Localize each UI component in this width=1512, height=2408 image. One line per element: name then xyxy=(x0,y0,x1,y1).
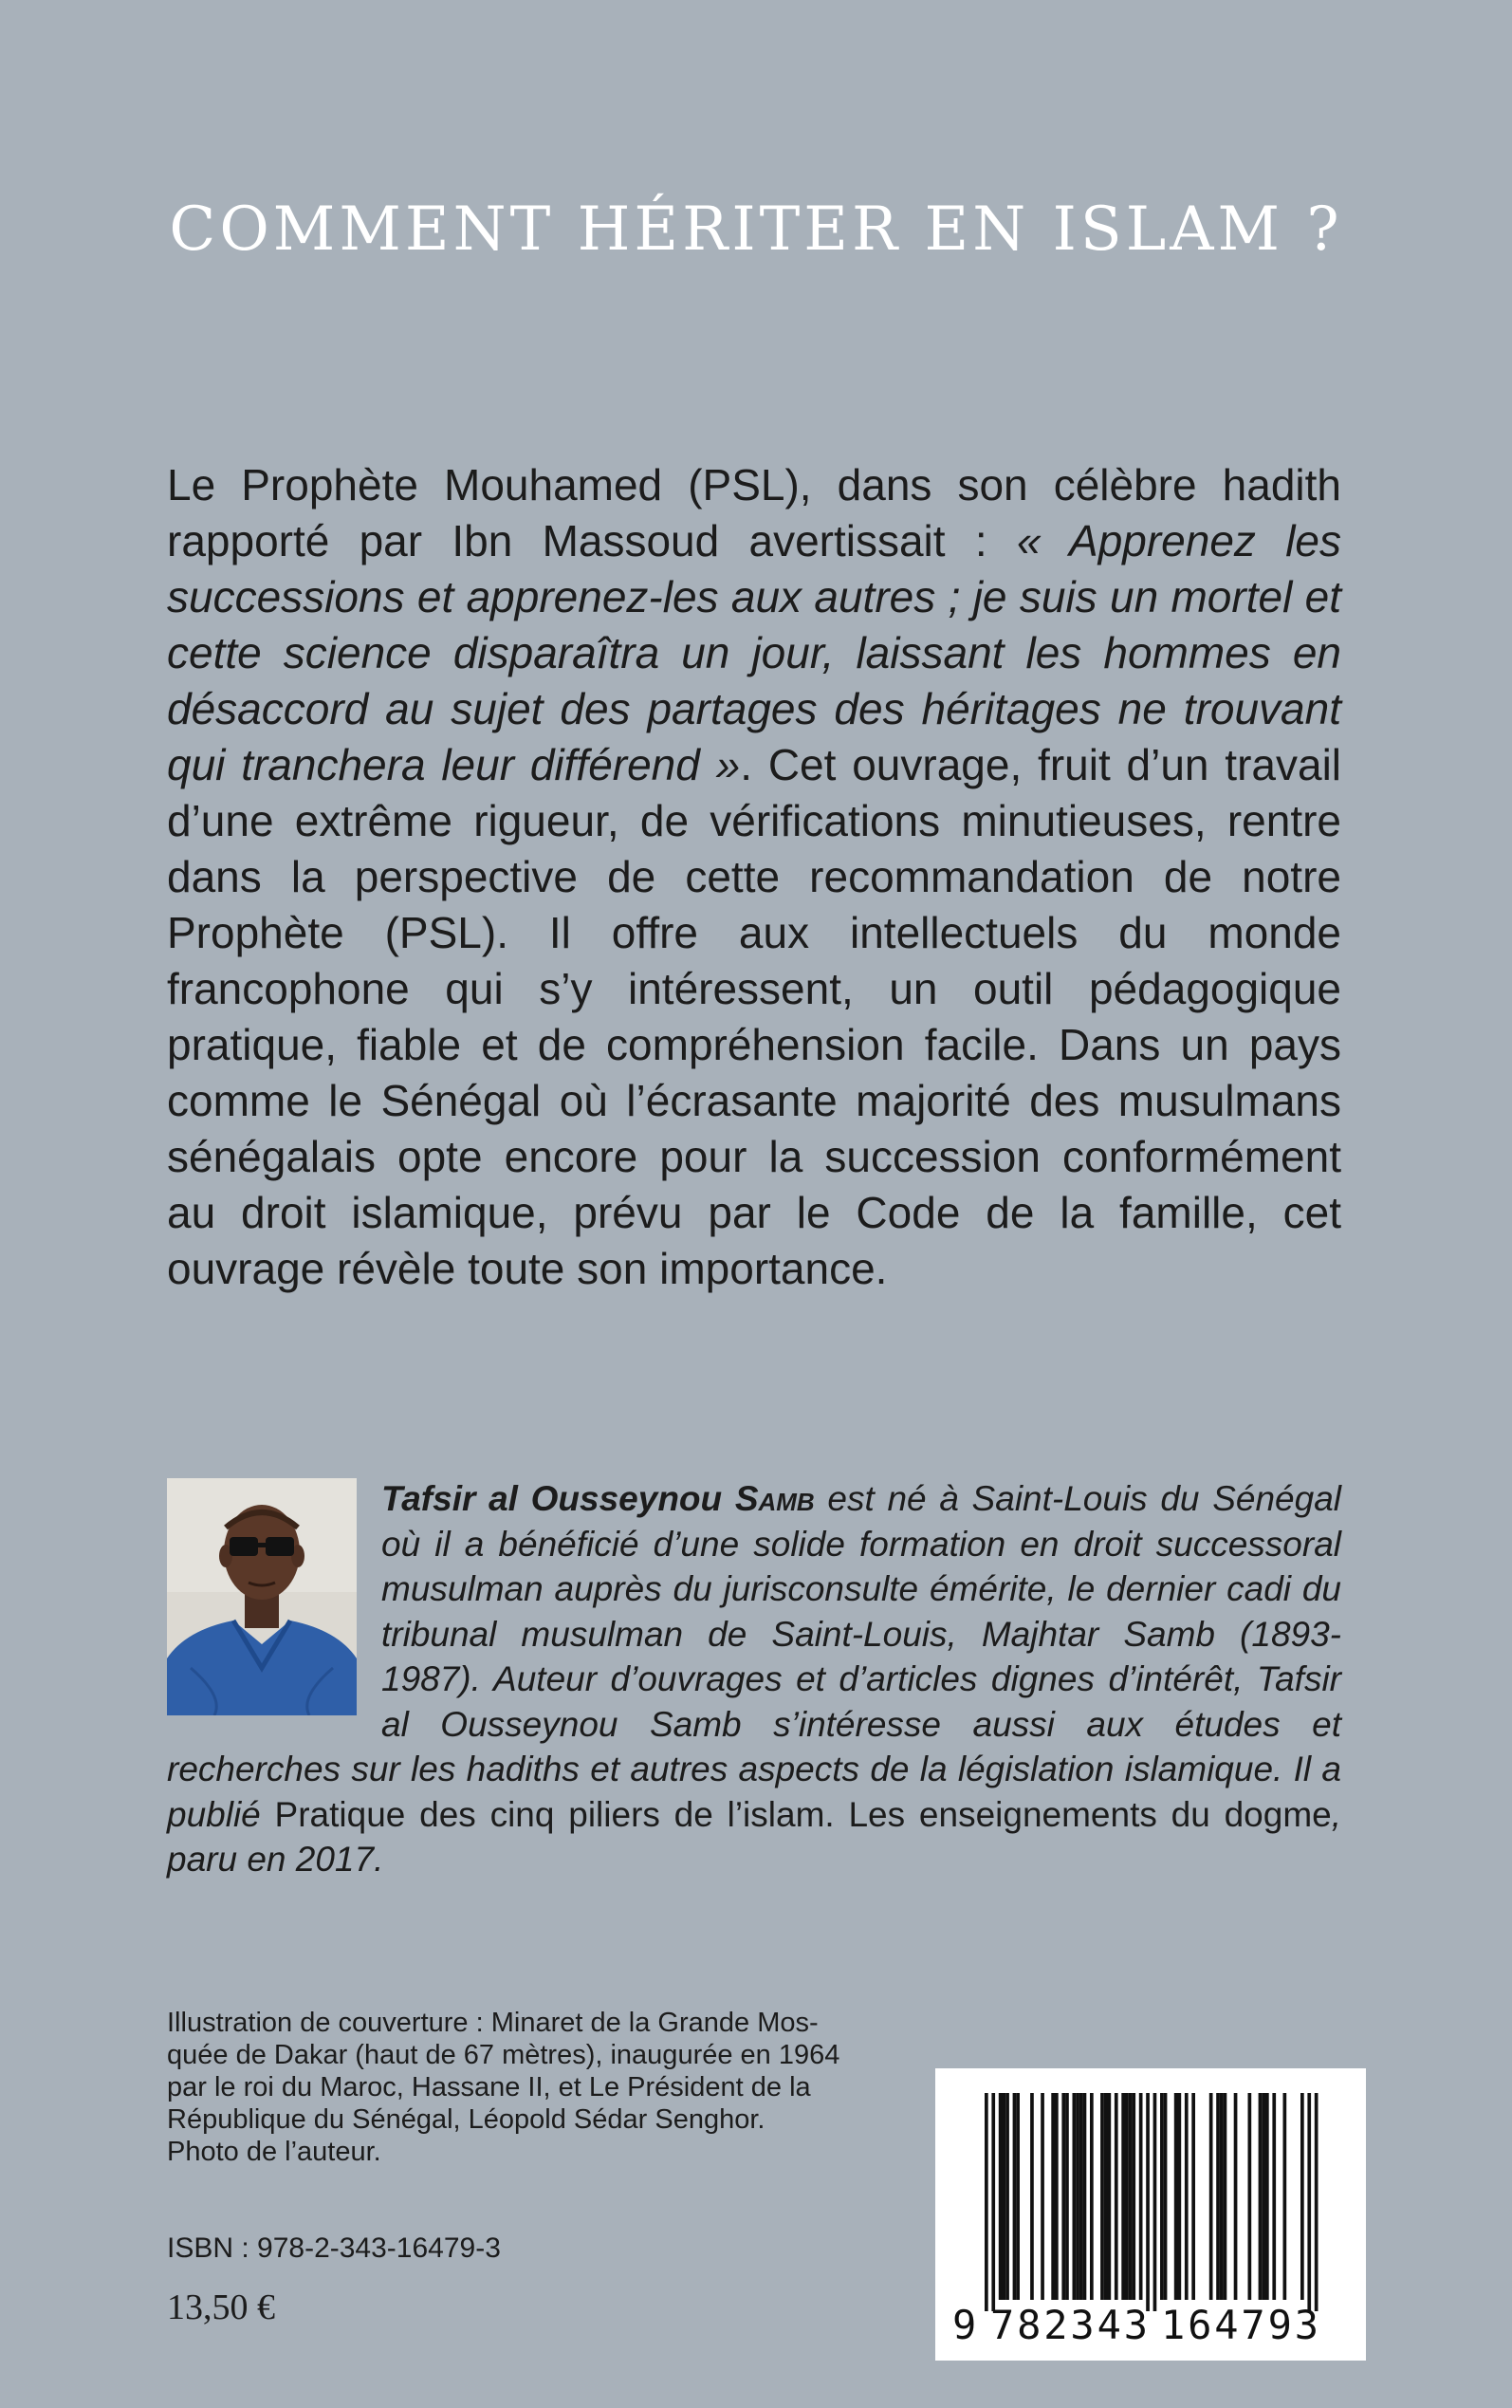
barcode-bar xyxy=(1174,2093,1178,2300)
barcode-bar xyxy=(1178,2093,1182,2300)
barcode-bar xyxy=(1061,2093,1065,2300)
bio-text-2: , paru en 2017. xyxy=(167,1794,1341,1879)
barcode-bar xyxy=(1003,2093,1006,2300)
credits-line: République du Sénégal, Léopold Sédar Senghor. xyxy=(167,2104,765,2135)
cover-credits xyxy=(167,2007,888,2168)
barcode-bar xyxy=(1265,2093,1269,2300)
barcode-bar xyxy=(1139,2093,1143,2300)
barcode-bar xyxy=(1259,2093,1263,2300)
barcode-bar xyxy=(1315,2093,1318,2311)
credits-line: Photo de l’auteur. xyxy=(167,2137,381,2167)
barcode-bar xyxy=(1164,2093,1168,2300)
author-bio xyxy=(167,1476,1341,1882)
barcode-bar xyxy=(1132,2093,1135,2300)
barcode-right-digits: 164793 xyxy=(1161,2302,1318,2348)
barcode-bar xyxy=(1283,2093,1287,2300)
barcode-bar xyxy=(1055,2093,1059,2300)
barcode-bar xyxy=(1129,2093,1133,2300)
credits-line: Illustration de couverture : Minaret de la Grande Mos- xyxy=(167,2008,819,2038)
barcode-bar xyxy=(1005,2093,1009,2300)
barcode-bar xyxy=(1272,2093,1276,2300)
barcode-bar xyxy=(1307,2093,1311,2311)
summary-paragraph xyxy=(167,457,1341,1297)
credits-line: par le roi du Maroc, Hassane II, et Le Président de la xyxy=(167,2072,811,2102)
barcode-bar xyxy=(1209,2093,1213,2300)
book-title: COMMENT HÉRITER EN ISLAM ? xyxy=(169,194,1343,265)
barcode-bar xyxy=(1234,2093,1238,2300)
barcode-bar xyxy=(1300,2093,1304,2300)
barcode-bars xyxy=(985,2093,1318,2311)
barcode-bar xyxy=(1115,2093,1118,2300)
published-book-title: Pratique des cinq piliers de l’islam. Les enseignements du dogme xyxy=(274,1794,1332,1834)
barcode-lead-digit: 9 xyxy=(952,2302,977,2348)
summary-rest: . Cet ouvrage, fruit d’un travail d’une extrême rigueur, de vérifications minutieuses, rentre dans la perspective de cette recommandation de notre Prophète (PSL). Il offre aux intellectuels du monde francophone qui s’y intéressent, un outil pédagogique pratique, fiable et de compréhension facile. Dans un pays comme le Sénégal où l’écrasante majorité des musulmans sénégalais opte encore pour la succession conformément au droit islamique, prévu par le Code de la famille, cet ouvrage révèle toute son importance. xyxy=(167,740,1342,1293)
barcode-bar xyxy=(1090,2093,1094,2300)
price: 13,50 € xyxy=(167,2288,275,2327)
barcode-image xyxy=(935,2068,1366,2361)
barcode-bar xyxy=(1100,2093,1104,2300)
bio-text-1: est né à Saint-Louis du Sénégal où il a bénéficié d’une solide formation en droit successoral musulman auprès du jurisconsulte émérite, le dernier cadi du tribunal musulman de Saint-Louis, Majhtar Samb (1893-1987). Auteur d’ouvrages et d’articles dignes d’intérêt, Tafsir al Ousseynou Samb s’intéresse aussi aux études et recherches sur les hadiths et autres aspects de la législation islamique. Il a publié xyxy=(167,1479,1341,1834)
barcode-bar xyxy=(1220,2093,1224,2300)
barcode-bar xyxy=(1191,2093,1195,2300)
barcode xyxy=(935,2068,1366,2361)
barcode-bar xyxy=(1013,2093,1017,2300)
barcode-bar xyxy=(1262,2093,1265,2300)
author-surname: Samb xyxy=(734,1479,815,1518)
barcode-bar xyxy=(999,2093,1003,2300)
barcode-bar xyxy=(1016,2093,1020,2300)
barcode-bar xyxy=(1153,2093,1157,2311)
barcode-bar xyxy=(1121,2093,1125,2300)
barcode-left-digits: 782343 xyxy=(990,2302,1148,2348)
barcode-bar xyxy=(1051,2093,1055,2300)
barcode-bar xyxy=(1125,2093,1129,2300)
credits-line: quée de Dakar (haut de 67 mètres), inaugurée en 1964 xyxy=(167,2040,840,2070)
barcode-bar xyxy=(1146,2093,1150,2311)
barcode-bar xyxy=(991,2093,995,2311)
hadith-quote: « Apprenez les successions et apprenez-les aux autres ; je suis un mortel et cette science disparaîtra un jour, laissant les hommes en désaccord au sujet des partages des héritages ne trouvant qui tranchera leur différend » xyxy=(167,516,1342,789)
barcode-bar xyxy=(1065,2093,1069,2300)
author-portrait-image xyxy=(167,1478,357,1715)
barcode-bar xyxy=(1185,2093,1189,2300)
barcode-bar xyxy=(1224,2093,1227,2300)
barcode-bar xyxy=(1030,2093,1034,2300)
barcode-bar xyxy=(1104,2093,1108,2300)
barcode-bar xyxy=(1041,2093,1044,2300)
author-name: Tafsir al Ousseynou xyxy=(381,1479,735,1518)
summary-intro: Le Prophète Mouhamed (PSL), dans son célèbre hadith rapporté par Ibn Massoud avertissait : xyxy=(167,460,1341,565)
barcode-bar xyxy=(1248,2093,1252,2300)
barcode-bar xyxy=(985,2093,988,2311)
barcode-bar xyxy=(1079,2093,1083,2300)
barcode-bar xyxy=(1216,2093,1220,2300)
barcode-bar xyxy=(1083,2093,1087,2300)
barcode-bar xyxy=(1076,2093,1079,2300)
author-photo xyxy=(167,1478,357,1715)
barcode-bar xyxy=(1160,2093,1164,2300)
barcode-bar xyxy=(1108,2093,1112,2300)
isbn: ISBN : 978-2-343-16479-3 xyxy=(167,2232,501,2264)
barcode-bar xyxy=(1073,2093,1077,2300)
